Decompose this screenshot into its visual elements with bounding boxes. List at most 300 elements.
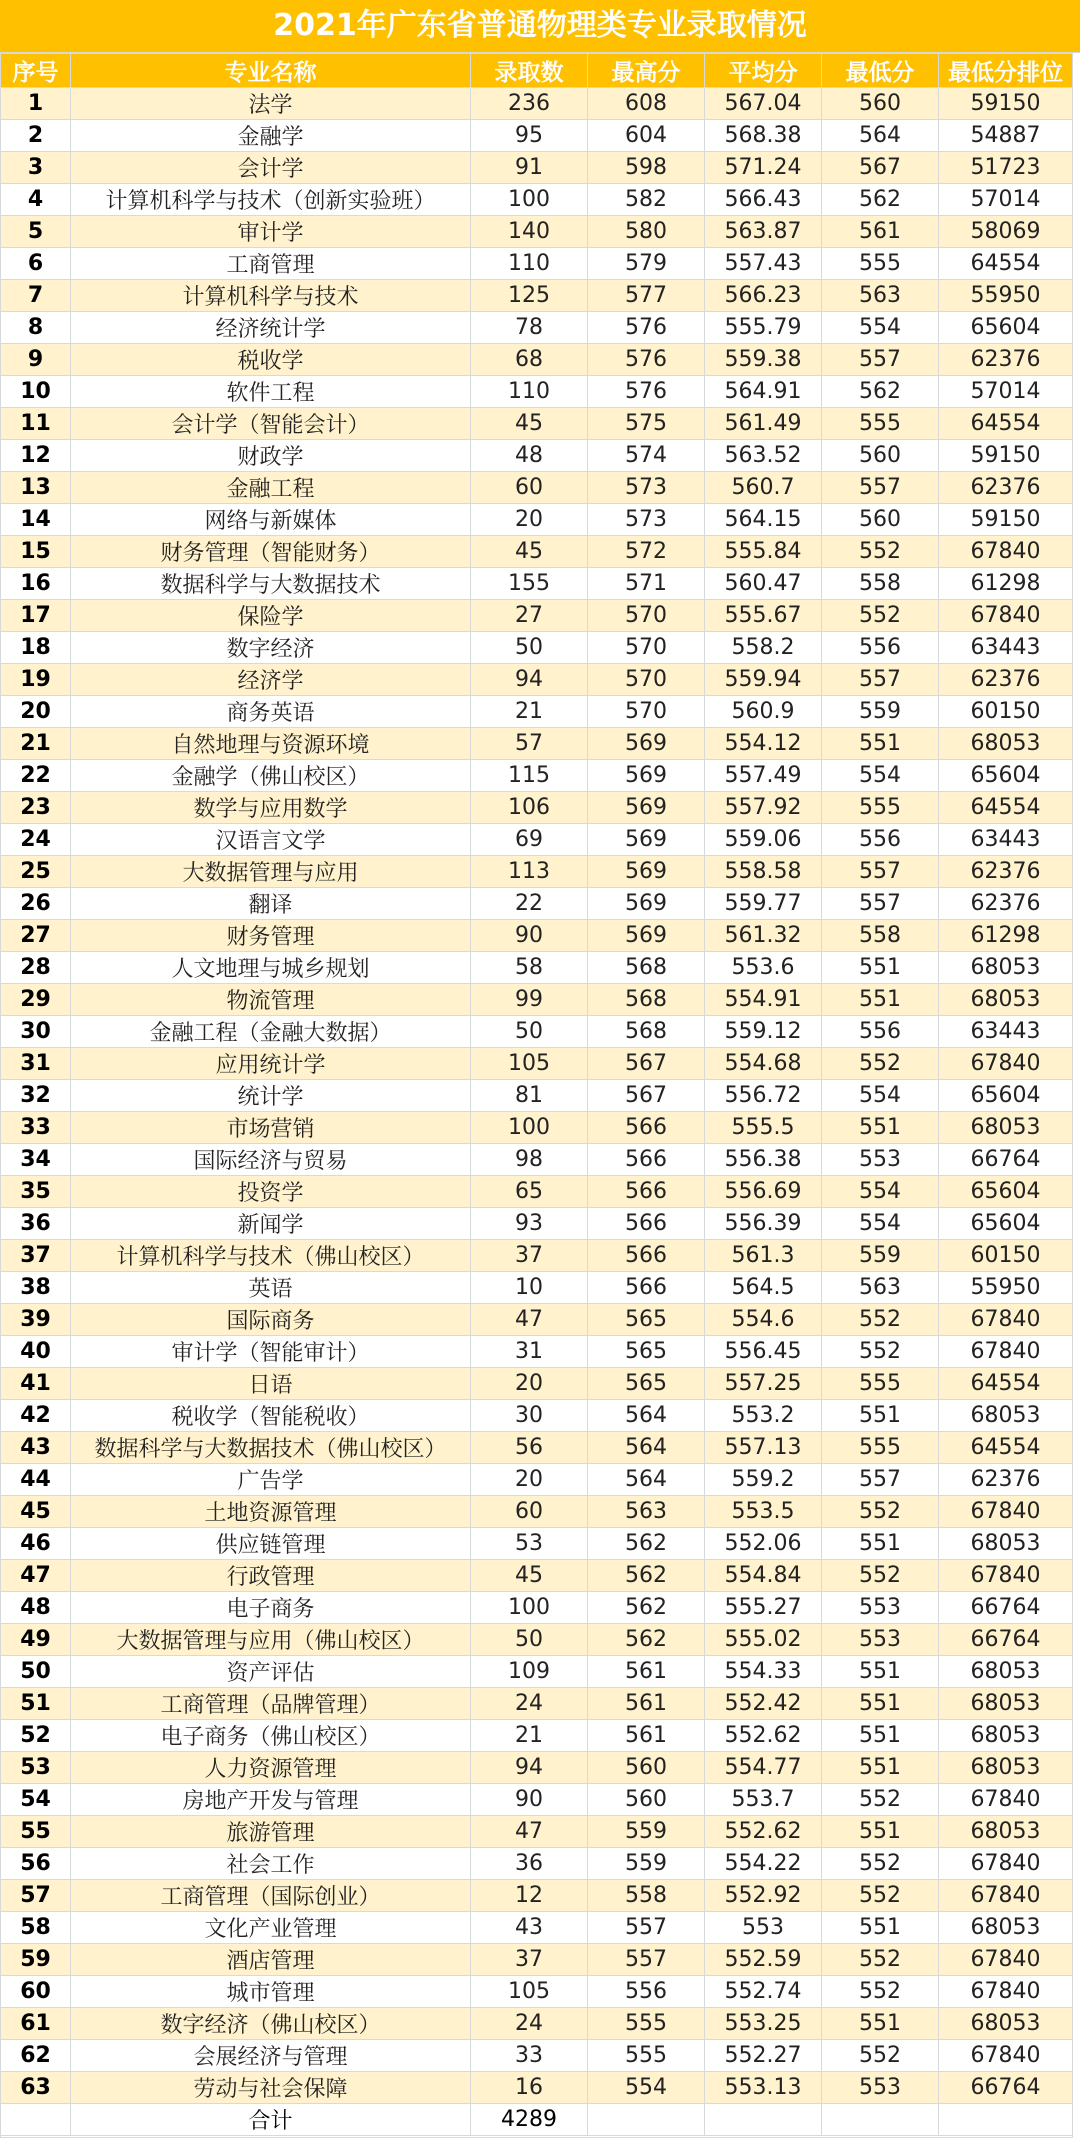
cell-admitted: 99 xyxy=(471,984,588,1016)
cell-min-rank: 67840 xyxy=(939,600,1073,632)
table-row xyxy=(1,600,1073,632)
cell-avg-score: 559.38 xyxy=(705,344,822,376)
cell-admitted: 110 xyxy=(471,248,588,280)
cell-min-score: 551 xyxy=(822,1112,939,1144)
cell-index: 24 xyxy=(1,824,71,856)
cell-avg-score: 557.25 xyxy=(705,1368,822,1400)
cell-max-score: 574 xyxy=(588,440,705,472)
cell-min-rank: 65604 xyxy=(939,1208,1073,1240)
table-body xyxy=(1,88,1073,2104)
cell-major: 财政学 xyxy=(71,440,471,472)
cell-min-score: 559 xyxy=(822,1240,939,1272)
cell-max-score: 579 xyxy=(588,248,705,280)
cell-index: 37 xyxy=(1,1240,71,1272)
table-row xyxy=(1,1688,1073,1720)
cell-index: 7 xyxy=(1,280,71,312)
cell-admitted: 105 xyxy=(471,1976,588,2008)
cell-min-rank: 68053 xyxy=(939,1400,1073,1432)
cell-admitted: 115 xyxy=(471,760,588,792)
cell-max-score: 608 xyxy=(588,88,705,120)
total-empty-cell xyxy=(822,2104,939,2136)
cell-admitted: 21 xyxy=(471,1720,588,1752)
cell-major: 财务管理（智能财务） xyxy=(71,536,471,568)
table-row xyxy=(1,1112,1073,1144)
cell-avg-score: 554.84 xyxy=(705,1560,822,1592)
cell-major: 日语 xyxy=(71,1368,471,1400)
cell-avg-score: 555.79 xyxy=(705,312,822,344)
cell-avg-score: 561.32 xyxy=(705,920,822,952)
cell-major: 会计学（智能会计） xyxy=(71,408,471,440)
cell-major: 统计学 xyxy=(71,1080,471,1112)
cell-avg-score: 571.24 xyxy=(705,152,822,184)
cell-max-score: 561 xyxy=(588,1720,705,1752)
cell-admitted: 106 xyxy=(471,792,588,824)
cell-max-score: 560 xyxy=(588,1752,705,1784)
cell-min-score: 552 xyxy=(822,1976,939,2008)
cell-min-rank: 68053 xyxy=(939,1528,1073,1560)
cell-index: 41 xyxy=(1,1368,71,1400)
cell-max-score: 554 xyxy=(588,2072,705,2104)
cell-min-score: 563 xyxy=(822,280,939,312)
cell-avg-score: 554.12 xyxy=(705,728,822,760)
cell-min-score: 557 xyxy=(822,1464,939,1496)
cell-admitted: 36 xyxy=(471,1848,588,1880)
table-row xyxy=(1,1944,1073,1976)
cell-admitted: 50 xyxy=(471,632,588,664)
cell-major: 工商管理 xyxy=(71,248,471,280)
cell-admitted: 98 xyxy=(471,1144,588,1176)
cell-index: 2 xyxy=(1,120,71,152)
cell-max-score: 582 xyxy=(588,184,705,216)
cell-max-score: 560 xyxy=(588,1784,705,1816)
cell-min-score: 551 xyxy=(822,1752,939,1784)
cell-min-rank: 67840 xyxy=(939,1048,1073,1080)
cell-major: 国际经济与贸易 xyxy=(71,1144,471,1176)
cell-max-score: 559 xyxy=(588,1848,705,1880)
table-row xyxy=(1,376,1073,408)
cell-max-score: 562 xyxy=(588,1624,705,1656)
cell-major: 大数据管理与应用（佛山校区） xyxy=(71,1624,471,1656)
cell-min-rank: 60150 xyxy=(939,696,1073,728)
cell-min-rank: 64554 xyxy=(939,408,1073,440)
cell-index: 62 xyxy=(1,2040,71,2072)
cell-index: 44 xyxy=(1,1464,71,1496)
cell-index: 34 xyxy=(1,1144,71,1176)
cell-min-score: 551 xyxy=(822,1912,939,1944)
cell-min-rank: 63443 xyxy=(939,1016,1073,1048)
cell-avg-score: 564.15 xyxy=(705,504,822,536)
cell-max-score: 570 xyxy=(588,632,705,664)
cell-admitted: 56 xyxy=(471,1432,588,1464)
header-min-score: 最低分 xyxy=(822,54,939,88)
cell-major: 计算机科学与技术（创新实验班） xyxy=(71,184,471,216)
cell-min-score: 551 xyxy=(822,728,939,760)
cell-max-score: 575 xyxy=(588,408,705,440)
cell-min-rank: 59150 xyxy=(939,88,1073,120)
cell-admitted: 93 xyxy=(471,1208,588,1240)
cell-index: 45 xyxy=(1,1496,71,1528)
cell-major: 会计学 xyxy=(71,152,471,184)
cell-min-rank: 68053 xyxy=(939,1656,1073,1688)
cell-min-rank: 57014 xyxy=(939,376,1073,408)
cell-max-score: 561 xyxy=(588,1656,705,1688)
cell-admitted: 21 xyxy=(471,696,588,728)
cell-min-rank: 67840 xyxy=(939,1976,1073,2008)
sheet-title: 2021年广东省普通物理类专业录取情况 xyxy=(0,0,1080,53)
cell-major: 工商管理（品牌管理） xyxy=(71,1688,471,1720)
cell-admitted: 125 xyxy=(471,280,588,312)
cell-avg-score: 554.68 xyxy=(705,1048,822,1080)
cell-avg-score: 553.25 xyxy=(705,2008,822,2040)
cell-avg-score: 563.52 xyxy=(705,440,822,472)
cell-admitted: 95 xyxy=(471,120,588,152)
cell-avg-score: 566.23 xyxy=(705,280,822,312)
cell-major: 电子商务 xyxy=(71,1592,471,1624)
cell-index: 10 xyxy=(1,376,71,408)
cell-max-score: 568 xyxy=(588,984,705,1016)
table-row xyxy=(1,504,1073,536)
cell-min-rank: 64554 xyxy=(939,248,1073,280)
cell-major: 城市管理 xyxy=(71,1976,471,2008)
cell-max-score: 573 xyxy=(588,472,705,504)
cell-min-rank: 67840 xyxy=(939,1304,1073,1336)
cell-major: 酒店管理 xyxy=(71,1944,471,1976)
cell-avg-score: 560.47 xyxy=(705,568,822,600)
cell-min-score: 560 xyxy=(822,88,939,120)
cell-min-rank: 68053 xyxy=(939,984,1073,1016)
cell-index: 52 xyxy=(1,1720,71,1752)
cell-max-score: 604 xyxy=(588,120,705,152)
cell-min-score: 554 xyxy=(822,1080,939,1112)
cell-min-rank: 67840 xyxy=(939,1560,1073,1592)
cell-admitted: 31 xyxy=(471,1336,588,1368)
cell-min-score: 562 xyxy=(822,376,939,408)
cell-min-score: 552 xyxy=(822,1880,939,1912)
cell-min-rank: 68053 xyxy=(939,2008,1073,2040)
cell-min-rank: 68053 xyxy=(939,728,1073,760)
cell-avg-score: 561.3 xyxy=(705,1240,822,1272)
table-row xyxy=(1,1592,1073,1624)
cell-max-score: 598 xyxy=(588,152,705,184)
cell-min-rank: 64554 xyxy=(939,1368,1073,1400)
cell-major: 社会工作 xyxy=(71,1848,471,1880)
cell-index: 1 xyxy=(1,88,71,120)
cell-min-score: 563 xyxy=(822,1272,939,1304)
cell-major: 经济统计学 xyxy=(71,312,471,344)
cell-max-score: 568 xyxy=(588,952,705,984)
cell-index: 36 xyxy=(1,1208,71,1240)
table-row xyxy=(1,1464,1073,1496)
cell-major: 市场营销 xyxy=(71,1112,471,1144)
cell-index: 54 xyxy=(1,1784,71,1816)
cell-max-score: 557 xyxy=(588,1912,705,1944)
cell-index: 12 xyxy=(1,440,71,472)
table-row xyxy=(1,1560,1073,1592)
cell-major: 数据科学与大数据技术 xyxy=(71,568,471,600)
cell-avg-score: 554.77 xyxy=(705,1752,822,1784)
cell-min-score: 552 xyxy=(822,1048,939,1080)
cell-admitted: 37 xyxy=(471,1944,588,1976)
cell-min-rank: 66764 xyxy=(939,1624,1073,1656)
cell-admitted: 43 xyxy=(471,1912,588,1944)
cell-min-score: 560 xyxy=(822,440,939,472)
cell-major: 金融学（佛山校区） xyxy=(71,760,471,792)
cell-admitted: 20 xyxy=(471,1368,588,1400)
cell-major: 供应链管理 xyxy=(71,1528,471,1560)
cell-major: 汉语言文学 xyxy=(71,824,471,856)
cell-major: 房地产开发与管理 xyxy=(71,1784,471,1816)
cell-avg-score: 557.43 xyxy=(705,248,822,280)
cell-min-score: 552 xyxy=(822,1784,939,1816)
cell-avg-score: 552.42 xyxy=(705,1688,822,1720)
cell-min-score: 552 xyxy=(822,536,939,568)
cell-major: 投资学 xyxy=(71,1176,471,1208)
cell-index: 55 xyxy=(1,1816,71,1848)
table-row xyxy=(1,664,1073,696)
total-count: 4289 xyxy=(471,2104,588,2136)
cell-admitted: 68 xyxy=(471,344,588,376)
cell-min-rank: 54887 xyxy=(939,120,1073,152)
cell-index: 14 xyxy=(1,504,71,536)
cell-min-score: 560 xyxy=(822,504,939,536)
cell-admitted: 100 xyxy=(471,184,588,216)
cell-admitted: 60 xyxy=(471,1496,588,1528)
cell-min-score: 554 xyxy=(822,760,939,792)
cell-min-score: 555 xyxy=(822,1368,939,1400)
table-row xyxy=(1,2008,1073,2040)
cell-max-score: 565 xyxy=(588,1336,705,1368)
table-row xyxy=(1,1272,1073,1304)
table-row xyxy=(1,1624,1073,1656)
cell-major: 电子商务（佛山校区） xyxy=(71,1720,471,1752)
cell-major: 翻译 xyxy=(71,888,471,920)
cell-index: 46 xyxy=(1,1528,71,1560)
table-row xyxy=(1,1432,1073,1464)
cell-avg-score: 559.77 xyxy=(705,888,822,920)
cell-major: 数学与应用数学 xyxy=(71,792,471,824)
total-row xyxy=(1,2104,1073,2136)
table-row xyxy=(1,760,1073,792)
cell-major: 大数据管理与应用 xyxy=(71,856,471,888)
cell-min-rank: 61298 xyxy=(939,920,1073,952)
cell-avg-score: 552.62 xyxy=(705,1816,822,1848)
cell-index: 58 xyxy=(1,1912,71,1944)
cell-index: 28 xyxy=(1,952,71,984)
cell-index: 8 xyxy=(1,312,71,344)
table-row xyxy=(1,248,1073,280)
cell-min-score: 551 xyxy=(822,1816,939,1848)
cell-avg-score: 559.12 xyxy=(705,1016,822,1048)
cell-max-score: 570 xyxy=(588,696,705,728)
cell-min-score: 555 xyxy=(822,408,939,440)
table-row xyxy=(1,216,1073,248)
cell-min-score: 552 xyxy=(822,600,939,632)
table-row xyxy=(1,1880,1073,1912)
table-row xyxy=(1,1912,1073,1944)
cell-avg-score: 555.5 xyxy=(705,1112,822,1144)
cell-min-rank: 67840 xyxy=(939,536,1073,568)
cell-index: 9 xyxy=(1,344,71,376)
cell-avg-score: 564.91 xyxy=(705,376,822,408)
table-row xyxy=(1,1304,1073,1336)
cell-index: 50 xyxy=(1,1656,71,1688)
cell-min-score: 553 xyxy=(822,1144,939,1176)
header-min-rank: 最低分排位 xyxy=(939,54,1073,88)
cell-index: 35 xyxy=(1,1176,71,1208)
table-row xyxy=(1,1496,1073,1528)
cell-index: 63 xyxy=(1,2072,71,2104)
cell-min-score: 551 xyxy=(822,1688,939,1720)
cell-admitted: 12 xyxy=(471,1880,588,1912)
cell-min-score: 552 xyxy=(822,1304,939,1336)
cell-max-score: 569 xyxy=(588,824,705,856)
cell-min-rank: 67840 xyxy=(939,1944,1073,1976)
cell-avg-score: 556.38 xyxy=(705,1144,822,1176)
table-row xyxy=(1,856,1073,888)
table-row xyxy=(1,1368,1073,1400)
cell-index: 16 xyxy=(1,568,71,600)
cell-major: 会展经济与管理 xyxy=(71,2040,471,2072)
cell-index: 21 xyxy=(1,728,71,760)
cell-admitted: 110 xyxy=(471,376,588,408)
cell-index: 4 xyxy=(1,184,71,216)
cell-major: 计算机科学与技术（佛山校区） xyxy=(71,1240,471,1272)
cell-min-rank: 51723 xyxy=(939,152,1073,184)
cell-min-score: 551 xyxy=(822,952,939,984)
cell-min-rank: 68053 xyxy=(939,1816,1073,1848)
table-row xyxy=(1,1848,1073,1880)
cell-admitted: 91 xyxy=(471,152,588,184)
cell-major: 广告学 xyxy=(71,1464,471,1496)
table-row xyxy=(1,1208,1073,1240)
cell-max-score: 556 xyxy=(588,1976,705,2008)
cell-avg-score: 552.92 xyxy=(705,1880,822,1912)
cell-avg-score: 553.6 xyxy=(705,952,822,984)
cell-max-score: 566 xyxy=(588,1208,705,1240)
cell-max-score: 562 xyxy=(588,1528,705,1560)
cell-max-score: 580 xyxy=(588,216,705,248)
table-row xyxy=(1,632,1073,664)
cell-index: 48 xyxy=(1,1592,71,1624)
table-row xyxy=(1,920,1073,952)
cell-admitted: 155 xyxy=(471,568,588,600)
cell-major: 税收学 xyxy=(71,344,471,376)
cell-avg-score: 553 xyxy=(705,1912,822,1944)
cell-min-score: 555 xyxy=(822,792,939,824)
cell-max-score: 564 xyxy=(588,1432,705,1464)
cell-index: 19 xyxy=(1,664,71,696)
total-empty-cell xyxy=(939,2104,1073,2136)
cell-min-rank: 55950 xyxy=(939,280,1073,312)
cell-min-score: 551 xyxy=(822,2008,939,2040)
cell-major: 数字经济 xyxy=(71,632,471,664)
cell-max-score: 577 xyxy=(588,280,705,312)
table-row xyxy=(1,88,1073,120)
cell-min-rank: 65604 xyxy=(939,1176,1073,1208)
table-row xyxy=(1,1656,1073,1688)
cell-major: 软件工程 xyxy=(71,376,471,408)
cell-admitted: 90 xyxy=(471,1784,588,1816)
cell-admitted: 57 xyxy=(471,728,588,760)
cell-index: 61 xyxy=(1,2008,71,2040)
cell-avg-score: 554.33 xyxy=(705,1656,822,1688)
cell-min-rank: 65604 xyxy=(939,312,1073,344)
cell-major: 工商管理（国际创业） xyxy=(71,1880,471,1912)
cell-min-score: 554 xyxy=(822,312,939,344)
cell-min-rank: 66764 xyxy=(939,1144,1073,1176)
cell-max-score: 569 xyxy=(588,888,705,920)
table-row xyxy=(1,568,1073,600)
table-row xyxy=(1,1720,1073,1752)
cell-index: 33 xyxy=(1,1112,71,1144)
cell-min-score: 557 xyxy=(822,472,939,504)
table-row xyxy=(1,1976,1073,2008)
cell-avg-score: 552.62 xyxy=(705,1720,822,1752)
cell-min-score: 557 xyxy=(822,664,939,696)
cell-index: 59 xyxy=(1,1944,71,1976)
cell-min-rank: 59150 xyxy=(939,504,1073,536)
cell-max-score: 558 xyxy=(588,1880,705,1912)
cell-avg-score: 556.69 xyxy=(705,1176,822,1208)
cell-admitted: 48 xyxy=(471,440,588,472)
cell-admitted: 81 xyxy=(471,1080,588,1112)
cell-admitted: 65 xyxy=(471,1176,588,1208)
table-row xyxy=(1,2040,1073,2072)
cell-index: 5 xyxy=(1,216,71,248)
cell-avg-score: 560.9 xyxy=(705,696,822,728)
cell-min-score: 557 xyxy=(822,888,939,920)
cell-admitted: 50 xyxy=(471,1624,588,1656)
cell-index: 39 xyxy=(1,1304,71,1336)
total-index-cell xyxy=(1,2104,71,2136)
cell-admitted: 22 xyxy=(471,888,588,920)
cell-min-rank: 60150 xyxy=(939,1240,1073,1272)
cell-min-score: 567 xyxy=(822,152,939,184)
cell-avg-score: 556.72 xyxy=(705,1080,822,1112)
cell-avg-score: 556.45 xyxy=(705,1336,822,1368)
table-row xyxy=(1,888,1073,920)
table-row xyxy=(1,1240,1073,1272)
cell-max-score: 557 xyxy=(588,1944,705,1976)
cell-max-score: 567 xyxy=(588,1080,705,1112)
table-row xyxy=(1,1144,1073,1176)
cell-avg-score: 559.06 xyxy=(705,824,822,856)
cell-admitted: 27 xyxy=(471,600,588,632)
header-max-score: 最高分 xyxy=(588,54,705,88)
cell-max-score: 555 xyxy=(588,2040,705,2072)
cell-admitted: 94 xyxy=(471,664,588,696)
cell-min-score: 552 xyxy=(822,1496,939,1528)
cell-index: 40 xyxy=(1,1336,71,1368)
total-empty-cell xyxy=(705,2104,822,2136)
cell-avg-score: 552.06 xyxy=(705,1528,822,1560)
cell-max-score: 569 xyxy=(588,792,705,824)
table-row xyxy=(1,1080,1073,1112)
admission-table xyxy=(0,53,1073,2138)
cell-major: 旅游管理 xyxy=(71,1816,471,1848)
cell-max-score: 564 xyxy=(588,1464,705,1496)
cell-max-score: 564 xyxy=(588,1400,705,1432)
cell-max-score: 573 xyxy=(588,504,705,536)
cell-index: 3 xyxy=(1,152,71,184)
cell-min-rank: 68053 xyxy=(939,952,1073,984)
cell-min-score: 554 xyxy=(822,1208,939,1240)
cell-min-rank: 63443 xyxy=(939,632,1073,664)
cell-index: 11 xyxy=(1,408,71,440)
cell-admitted: 90 xyxy=(471,920,588,952)
cell-max-score: 555 xyxy=(588,2008,705,2040)
cell-major: 自然地理与资源环境 xyxy=(71,728,471,760)
